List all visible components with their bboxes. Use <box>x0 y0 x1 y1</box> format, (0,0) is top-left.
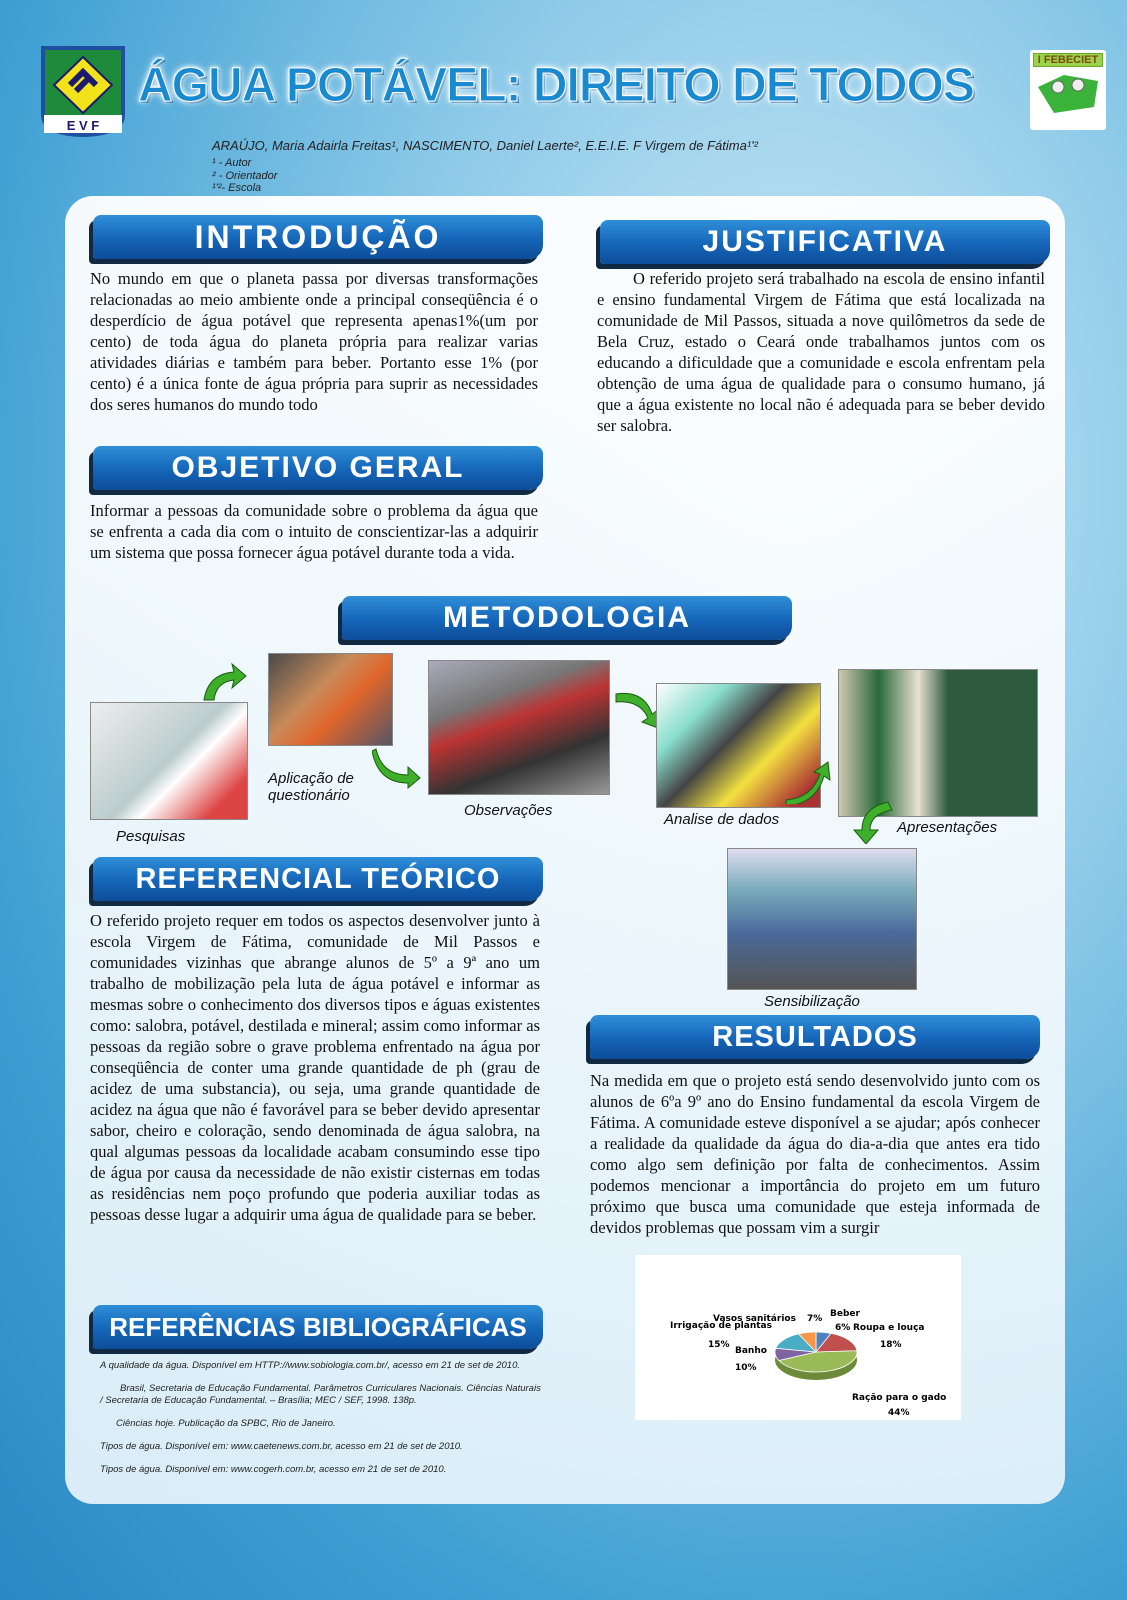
arrow-icon <box>372 745 422 789</box>
heading-introducao: INTRODUÇÃO <box>93 215 543 259</box>
pie-label: Roupa e louça <box>853 1323 925 1333</box>
note-author: ¹ - Autor <box>212 157 252 169</box>
school-logo <box>40 45 126 137</box>
caption-observacoes: Observações <box>464 802 553 819</box>
pie-value-label: 7% <box>807 1314 823 1324</box>
resultados-text: Na medida em que o projeto está sendo desenvolvido junto com os alunos de 6ºa 9º ano do Ensino fundamental da escola Virgem de Fátima. A comunidade esteve disponível a se ajudar; após conhecer a realidade da qualidade da água do dia-a-dia que antes era tido como algo sem definição por falta de conhecimentos. Assim podemos mencionar a importância do projeto em um futuro próximo que busca uma comunidade que esteja informada de devidos problemas que possam vim a surgir <box>590 1071 1040 1237</box>
heading-referencial: REFERENCIAL TEÓRICO <box>93 857 543 901</box>
note-school: ¹'²- Escola <box>212 182 262 194</box>
pie-value-label: 15% <box>708 1340 730 1350</box>
objetivo-text: Informar a pessoas da comunidade sobre o problema da água que se enfrenta a cada dia com o intuito de conscientizar-las a adquirir um sistema que possa fornecer água potável durante toda a vida. <box>90 501 538 562</box>
photo-observacoes <box>428 660 610 795</box>
febeciet-logo <box>1030 50 1106 130</box>
pie-label: Irrigação de plantas <box>670 1321 772 1331</box>
justificativa-text: O referido projeto será trabalhado na escola de ensino infantil e ensino fundamental Virgem de Fátima que está localizada na comunidade de Mil Passos, situada a nove quilômetros da sede de Bela Cruz, estado o Ceará onde trabalhamos juntos com os educando a dificuldade que a comunidade e escola enfrentam pela obtenção de uma água de qualidade para o consumo humano, já que a água existente no local não é adequada para se beber devido ser salobra. <box>597 269 1045 435</box>
photo-sensibilizacao <box>727 848 917 990</box>
caption-apresentacoes: Apresentações <box>897 819 998 836</box>
heading-resultados: RESULTADOS <box>590 1015 1040 1059</box>
heading-objetivo: OBJETIVO GERAL <box>93 446 543 490</box>
svg-text:E V F: E V F <box>66 118 100 133</box>
arrow-icon <box>848 800 898 844</box>
authors-line: ARAÚJO, Maria Adairla Freitas¹, NASCIMENTO, Daniel Laerte², E.E.I.E. F Virgem de Fátima¹'² <box>212 138 758 153</box>
pie-value-label: 44% <box>888 1408 910 1418</box>
poster-title: ÁGUA POTÁVEL: DIREITO DE TODOS <box>138 59 974 112</box>
reference-item: Brasil, Secretaria de Educação Fundamental. Parâmetros Curriculares Nacionais. Ciências Naturais / Secretaria de Educação Fundamental. – Brasília; MEC / SEF, 1998. 138p. <box>100 1383 541 1406</box>
water-use-pie-chart <box>635 1255 961 1420</box>
heading-referencias: REFERÊNCIAS BIBLIOGRÁFICAS <box>93 1305 543 1349</box>
heading-justificativa: JUSTIFICATIVA <box>600 220 1050 264</box>
referencial-text: O referido projeto requer em todos os aspectos desenvolver junto à escola Virgem de Fátima, comunidade de Mil Passos e comunidades vizinhas que abrange alunos de 5º a 9ª ano um trabalho de mobilização pela luta de água potável e informar as mesmas sobre o conhecimento dos diversos tipos e águas existentes como: salobra, potável, destilada e mineral; assim como informar as pessoas da região sobre o grave problema enfrentado na água por conseqüência de conter uma grande quantidade de ph (grau de acidez de uma substancia), ou seja, uma grande quantidade de acidez na água que não é favorável para se beber devido apresentar sabor, cheiro e coloração, sendo denominada de água salobra, na qual algumas pessoas da localidade acabam consumindo esse tipo de água por causa da necessidade de não existir cisternas em todas as residências nem poço profundo que poderia auxiliar todas as pessoas desse lugar a adquirir uma água de qualidade para se beber. <box>90 911 540 1224</box>
introducao-text: No mundo em que o planeta passa por diversas transformações relacionadas ao meio ambiente onde a principal conseqüência é o desperdício de água potável que representa apenas1%(um por cento) de toda água do planeta própria para realizar varias atividades diárias e também para beber. Portanto esse 1% (por cento) é a única fonte de água própria para suprir as necessidades dos seres humanos do mundo todo <box>90 269 538 414</box>
reference-item: Tipos de água. Disponível em: www.cogerh.com.br, acesso em 21 de set de 2010. <box>100 1464 447 1475</box>
caption-questionario: Aplicação de questionário <box>268 770 354 804</box>
arrow-icon <box>782 760 832 804</box>
pie-value-label: 10% <box>735 1363 757 1373</box>
pie-label: Ração para o gado <box>852 1393 947 1403</box>
pie-label: Vasos sanitários <box>713 1314 796 1324</box>
reference-item: A qualidade da água. Disponível em HTTP://www.sobiologia.com.br/, acesso em 21 de set de 2010. <box>100 1360 520 1371</box>
references-list <box>100 1360 545 1487</box>
reference-item: Ciências hoje. Publicação da SPBC, Rio de Janeiro. <box>116 1418 336 1429</box>
caption-sensibilizacao: Sensibilização <box>764 993 860 1010</box>
photo-pesquisas <box>90 702 248 820</box>
pie-value-label: 18% <box>880 1340 902 1350</box>
pie-label: Banho <box>735 1346 767 1356</box>
photo-apresentacoes <box>838 669 1038 817</box>
heading-metodologia: METODOLOGIA <box>342 596 792 640</box>
reference-item: Tipos de água. Disponível em: www.caetenews.com.br, acesso em 21 de set de 2010. <box>100 1441 463 1452</box>
photo-questionario <box>268 653 393 746</box>
caption-pesquisas: Pesquisas <box>116 828 186 845</box>
arrow-icon <box>198 660 248 704</box>
pie-label: Beber <box>830 1309 860 1319</box>
pie-value-label: 6% <box>835 1323 851 1333</box>
febeciet-logo-text: I FEBECIET <box>1033 53 1103 67</box>
author-notes <box>212 157 277 195</box>
note-advisor: ² - Orientador <box>212 169 278 182</box>
caption-analise: Analise de dados <box>664 811 780 828</box>
